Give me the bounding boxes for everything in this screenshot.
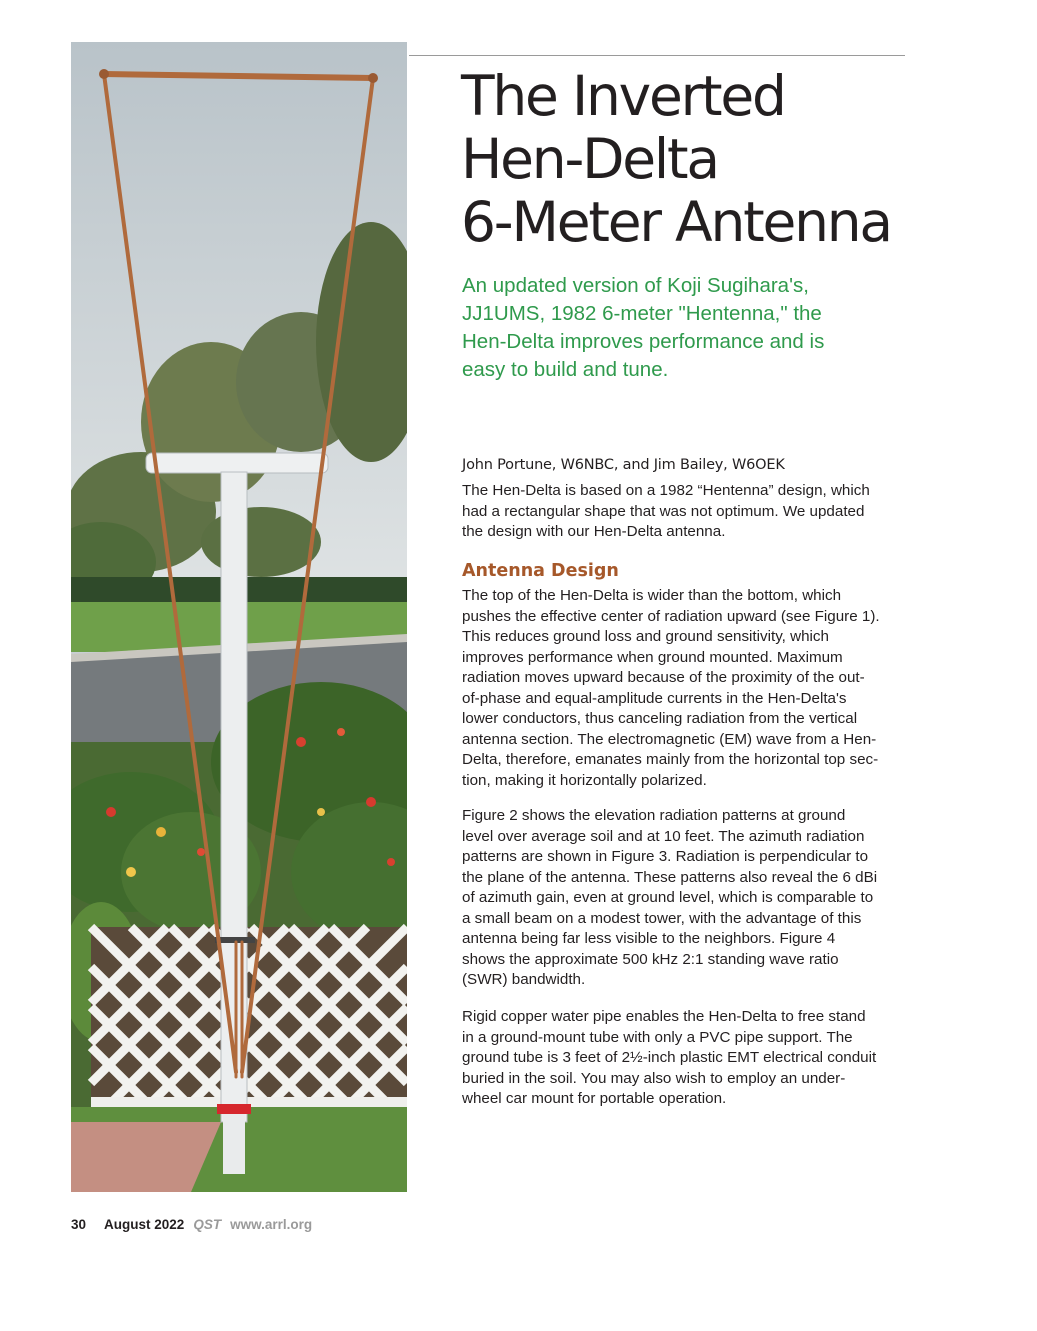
body-line: wheel car mount for portable operation. [462,1090,727,1107]
website-link[interactable]: www.arrl.org [230,1217,313,1232]
issue-date: August 2022 [104,1217,185,1232]
body-line: had a rectangular shape that was not optimum. We updated [462,502,865,520]
body-line: the design with our Hen-Delta antenna. [462,523,726,540]
body-line: The top of the Hen-Delta is wider than the bottom, which [462,587,842,604]
deck-line: Hen-Delta improves performance and is [462,330,825,353]
article-title [461,65,931,254]
antenna-photo [71,42,407,1192]
body-line: tion, making it horizontally polarized. [462,771,707,789]
deck-line: easy to build and tune. [462,358,669,381]
deck-line: An updated version of Koji Sugihara's, [462,274,809,297]
page-number: 30 [71,1217,87,1232]
body-line: pushes the effective center of radiation upward (see Figure 1). [462,607,880,625]
body-line: patterns are shown in Figure 3. Radiation is perpendicular to [462,848,869,865]
body-line: Delta, therefore, emanates mainly from the horizontal top sec- [462,751,879,768]
construction-paragraph [462,1007,912,1110]
design-paragraph [462,586,912,791]
body-line: radiation moves upward because of the proximity of the out- [462,669,865,686]
page-footer [71,1217,312,1232]
body-line: a small beam on a modest tower, with the advantage of this [462,909,862,927]
body-line: (SWR) bandwidth. [462,971,586,988]
body-line: in a ground-mount tube with only a PVC pipe support. The [462,1028,853,1046]
body-line: level over average soil and at 10 feet. The azimuth radiation [462,827,865,845]
magazine-name: QST [193,1217,222,1232]
body-line: This reduces ground loss and ground sensitivity, which [462,628,829,645]
section-heading: Antenna Design [462,561,619,581]
body-line: antenna being far less visible to the neighbors. Figure 4 [462,930,836,947]
body-line: Rigid copper water pipe enables the Hen-Delta to free stand [462,1008,866,1025]
title-line: The Inverted [461,64,785,128]
body-line: the plane of the antenna. These patterns also reveal the 6 dBi [462,868,878,886]
body-line: of-phase and equal-amplitude currents in the Hen-Delta's [462,689,847,707]
body-line: ground tube is 3 feet of 2½-inch plastic EMT electrical conduit [462,1049,877,1066]
body-line: The Hen-Delta is based on a 1982 “Hentenna” design, which [462,482,870,499]
title-line: 6-Meter Antenna [461,190,891,254]
body-line: antenna section. The electromagnetic (EM) wave from a Hen- [462,730,877,748]
header-rule [409,55,905,56]
body-line: improves performance when ground mounted. Maximum [462,648,843,666]
body-line: buried in the soil. You may also wish to employ an under- [462,1069,846,1087]
body-line: Figure 2 shows the elevation radiation patterns at ground [462,807,846,824]
body-line: of azimuth gain, even at ground level, which is comparable to [462,889,874,906]
intro-paragraph [462,481,912,543]
deck-line: JJ1UMS, 1982 6-meter "Hentenna," the [462,302,822,325]
title-line: Hen-Delta [461,127,718,191]
article-deck [462,272,902,384]
body-line: lower conductors, thus canceling radiation from the vertical [462,710,858,727]
body-line: shows the approximate 500 kHz 2:1 standing wave ratio [462,950,839,968]
radiation-paragraph [462,806,912,991]
author-byline: John Portune, W6NBC, and Jim Bailey, W6OEK [462,457,785,473]
